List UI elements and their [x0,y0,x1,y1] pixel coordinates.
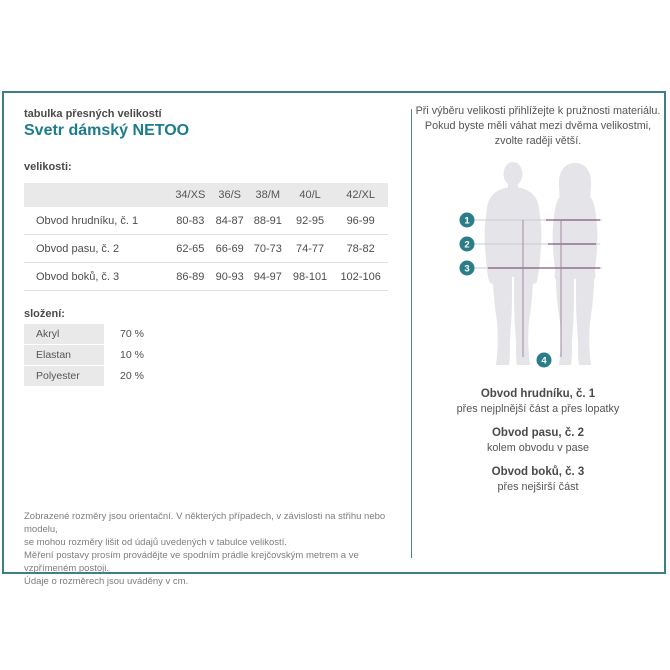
size-column-header: 36/S [211,183,249,207]
size-chart-panel [2,91,666,587]
svg-text:3: 3 [464,263,470,275]
measurement-description: přes nejširší část [497,481,579,493]
size-table-header-row [24,183,388,207]
svg-text:2: 2 [464,239,470,251]
measurement-row-label: Obvod boků, č. 3 [24,263,170,291]
product-title: Svetr dámský NETOO [24,122,190,139]
material-percent: 70 % [120,328,144,340]
size-value: 78-82 [333,235,388,263]
list-item [412,465,664,495]
table-row [24,207,388,235]
size-value: 88-91 [249,207,287,235]
disclaimer-text [24,510,394,588]
marker-4-height [537,353,552,368]
marker-3-hips [460,261,475,276]
body-measurement-diagram [428,157,648,379]
size-column-header: 38/M [249,183,287,207]
disclaimer-line: Údaje o rozměrech jsou uváděny v cm. [24,576,189,587]
material-name: Polyester [24,366,104,386]
size-value: 90-93 [211,263,249,291]
body-silhouettes-icon [428,157,648,379]
size-table-corner-cell [24,183,170,207]
size-value: 80-83 [170,207,211,235]
list-item [412,387,664,417]
marker-1-chest [460,213,475,228]
material-percent: 20 % [120,370,144,382]
svg-text:1: 1 [464,215,470,227]
list-item [24,366,254,386]
marker-2-waist [460,237,475,252]
list-item [412,426,664,456]
advice-line: zvolte raději větší. [494,135,582,147]
measurement-title: Obvod boků, č. 3 [491,466,585,478]
advice-line: Při výběru velikosti přihlížejte k pružnosti materiálu. [415,105,661,117]
size-advice-text [412,104,664,149]
size-column-header: 40/L [287,183,333,207]
size-value: 66-69 [211,235,249,263]
size-value: 84-87 [211,207,249,235]
size-value: 98-101 [287,263,333,291]
measurement-legend [412,387,664,504]
size-value: 74-77 [287,235,333,263]
material-name: Akryl [24,324,104,344]
list-item [24,345,254,365]
size-value: 86-89 [170,263,211,291]
table-row [24,263,388,291]
size-value: 96-99 [333,207,388,235]
composition-list [24,324,254,387]
table-row [24,235,388,263]
material-percent: 10 % [120,349,144,361]
advice-line: Pokud byste měli váhat mezi dvěma velikostmi, [424,120,652,132]
size-column-header: 42/XL [333,183,388,207]
measurement-description: kolem obvodu v pase [486,442,590,454]
disclaimer-line: Zobrazené rozměry jsou orientační. V některých případech, v závislosti na střihu nebo modelu, [24,511,386,535]
size-value: 70-73 [249,235,287,263]
measurement-guide-panel [412,93,664,572]
measurement-description: přes nejplnější část a přes lopatky [456,403,620,415]
female-silhouette-icon [553,163,598,365]
size-table [24,183,388,291]
svg-text:4: 4 [541,355,547,367]
size-value: 92-95 [287,207,333,235]
measurement-title: Obvod pasu, č. 2 [491,427,585,439]
size-value: 102-106 [333,263,388,291]
size-value: 94-97 [249,263,287,291]
disclaimer-line: Měření postavy prosím provádějte ve spodním prádle krejčovským metrem a ve vzpřímeném postoji. [24,550,359,574]
measurement-row-label: Obvod pasu, č. 2 [24,235,170,263]
measurement-row-label: Obvod hrudníku, č. 1 [24,207,170,235]
size-column-header: 34/XS [170,183,211,207]
size-value: 62-65 [170,235,211,263]
material-name: Elastan [24,345,104,365]
composition-section-label: složení: [24,308,65,320]
sizes-section-label: velikosti: [24,161,72,173]
chart-eyebrow: tabulka přesných velikostí [24,108,162,120]
disclaimer-line: se mohou rozměry lišit od údajů uvedených v tabulce velikostí. [24,537,287,548]
measurement-title: Obvod hrudníku, č. 1 [480,388,596,400]
list-item [24,324,254,344]
male-silhouette-icon [485,162,542,365]
